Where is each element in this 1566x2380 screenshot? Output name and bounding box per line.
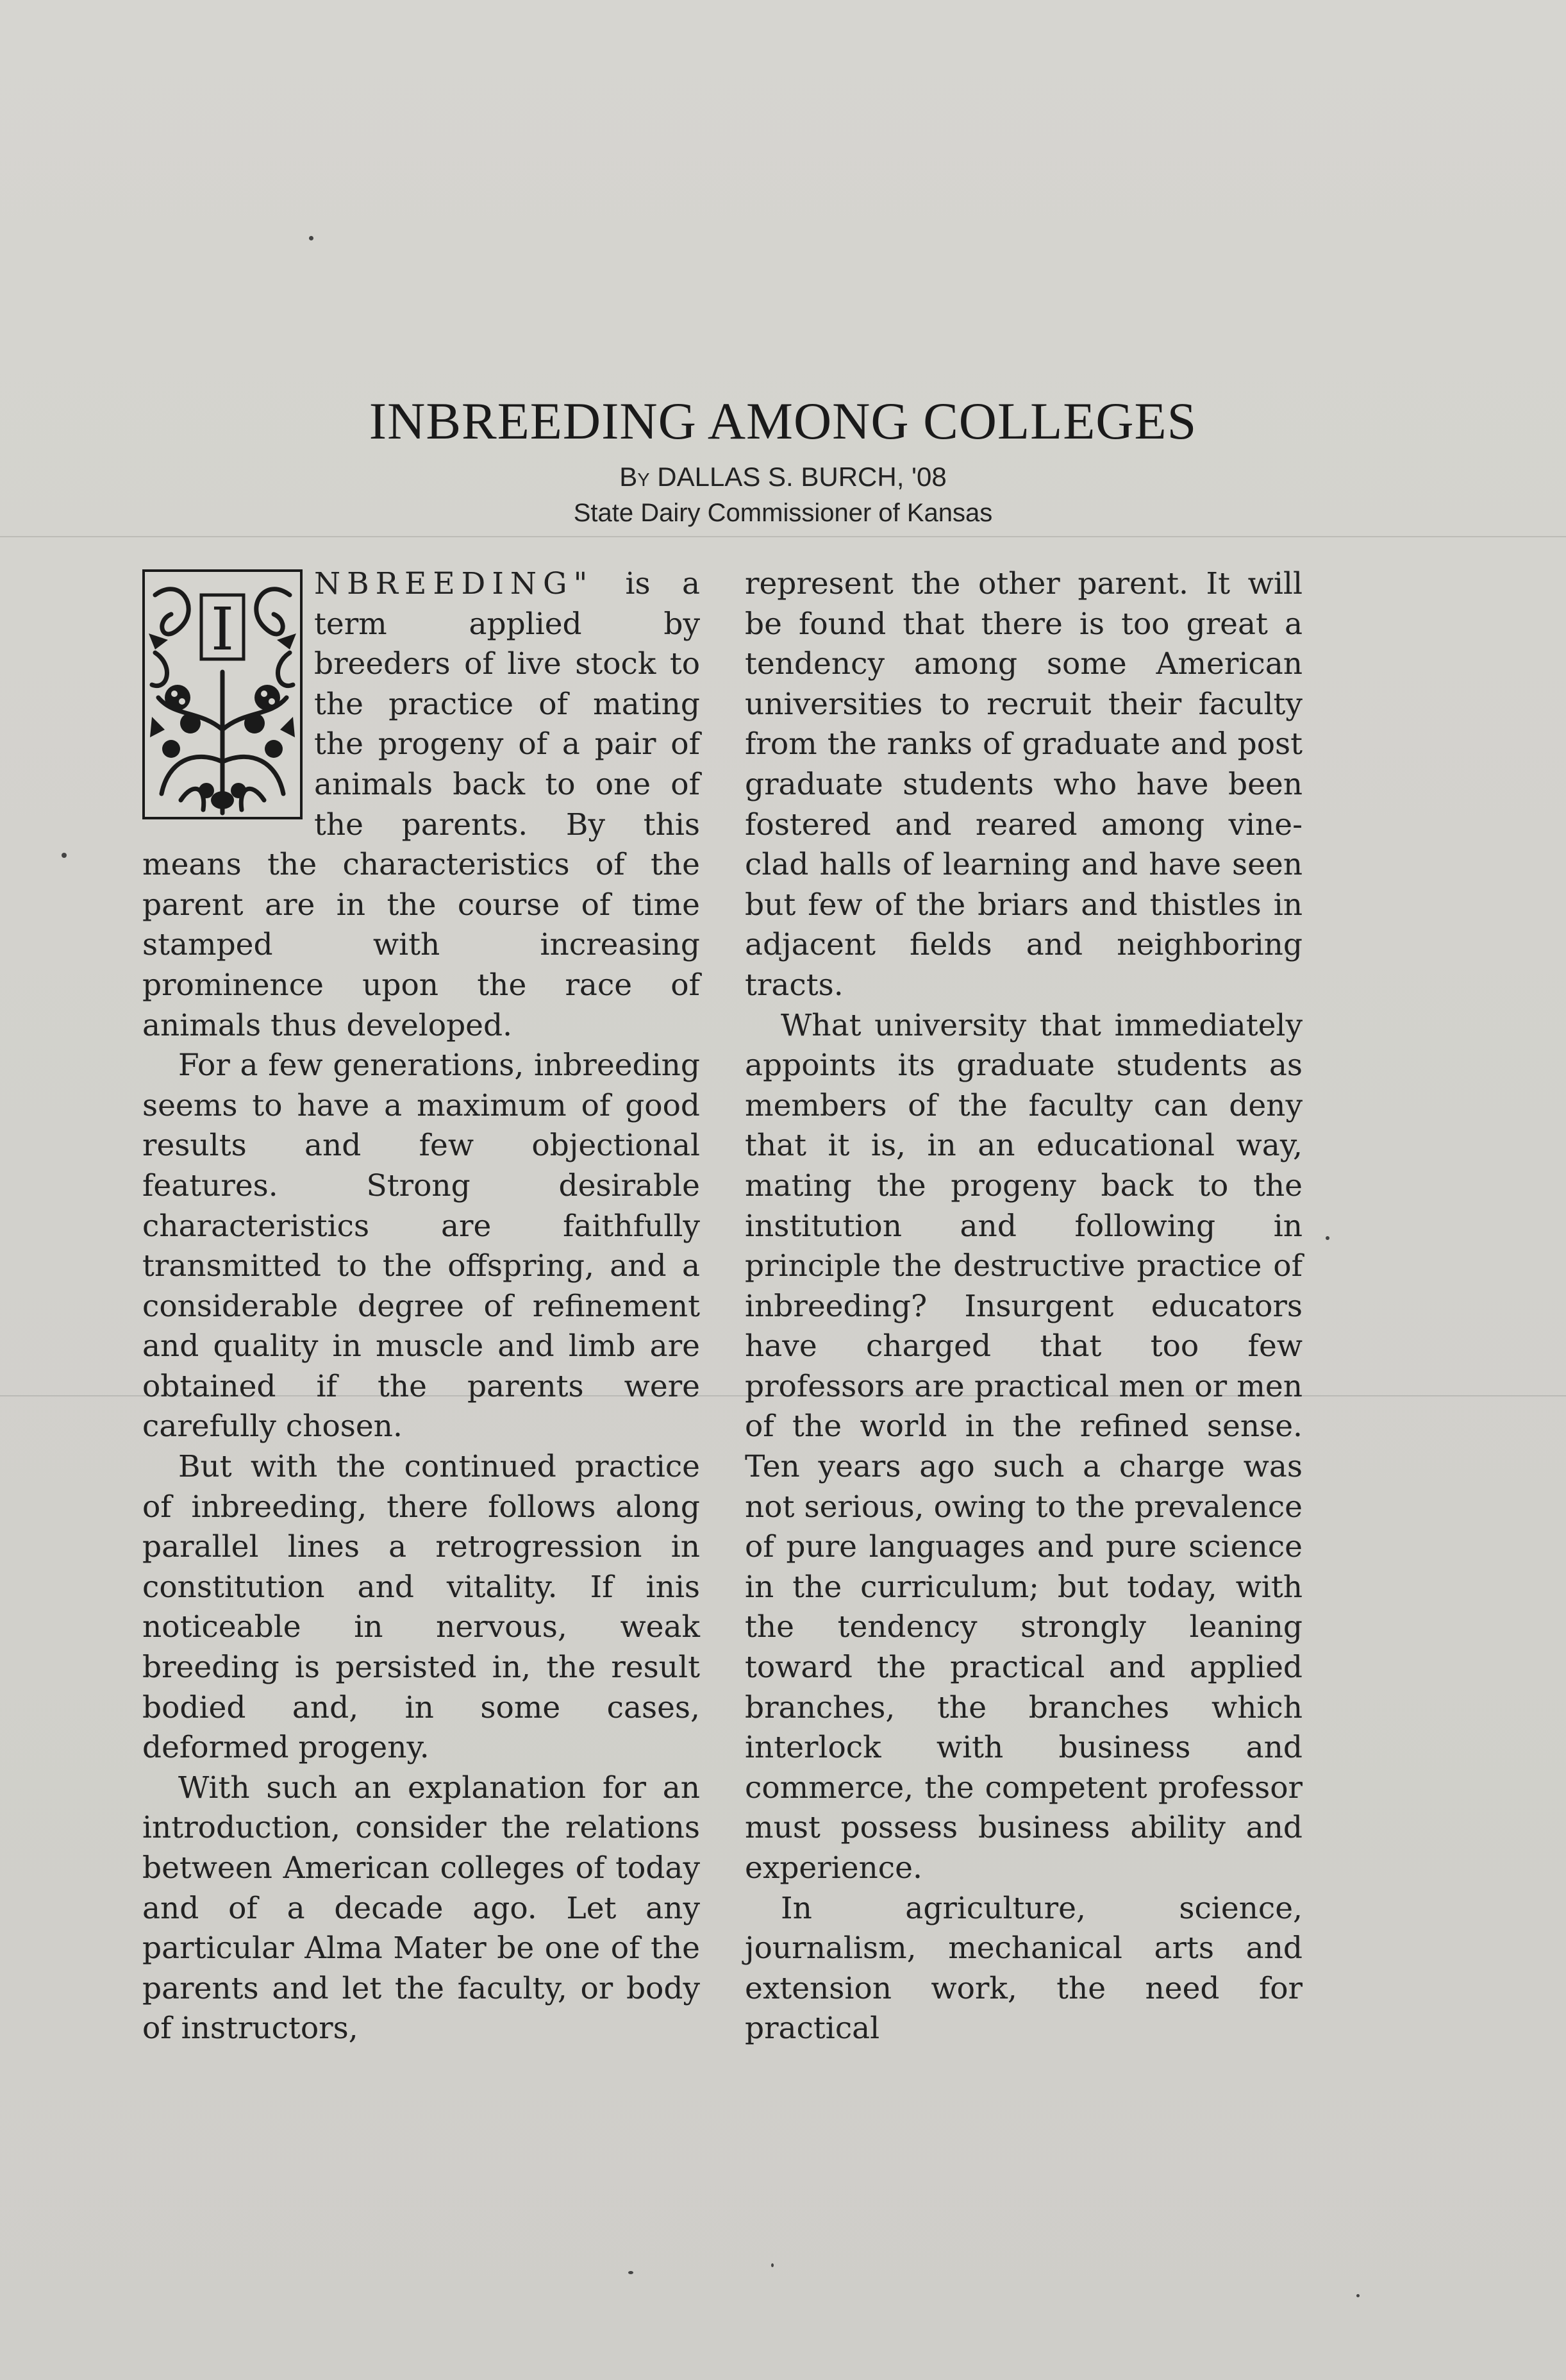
fold-line xyxy=(0,536,1566,537)
paragraph: For a few generations, inbreeding seems to have a maximum of good results and few objectional features. Strong desirable characteristics are faithfully transmitted to the offspring, and a considerable degree of refinement and quality in muscle and limb are obtained if the parents were carefully chosen. xyxy=(142,1048,700,1445)
paper-speck xyxy=(1326,1236,1329,1240)
right-column xyxy=(745,564,1303,2049)
paragraph-text: is a term applied by breeders of live stock to the practice of mating the progeny of a pair of animals back to one of the parents. By this means the characteristics of the parent are in the course of time stamped with increasing prominence upon the race of animals thus developed. xyxy=(142,566,700,1043)
paper-speck xyxy=(771,2263,774,2267)
ornamental-drop-cap xyxy=(142,569,303,819)
paper-speck xyxy=(62,853,67,858)
left-column xyxy=(142,564,700,2049)
paper-speck xyxy=(1356,2294,1360,2297)
paragraph: But with the continued practice of inbreeding, there follows along parallel lines a retrogression in constitution and vitality. If inis noticeable in nervous, weak breeding is persisted in, the result bodied and, in some cases, deformed progeny. xyxy=(142,1449,700,1766)
author-affiliation: State Dairy Commissioner of Kansas xyxy=(573,499,993,527)
paragraph: represent the other parent. It will be found that there is too great a tendency among some American universities to recruit their faculty from the ranks of graduate and post graduate students who have been fostered and reared among vine-clad halls of learning and have seen but few of the briars and thistles in adjacent fields and neighboring tracts. xyxy=(745,566,1303,1003)
article-title: INBREEDING AMONG COLLEGES xyxy=(369,392,1197,450)
author-name: DALLAS S. BURCH, '08 xyxy=(657,462,947,492)
paragraph: In agriculture, science, journalism, mechanical arts and extension work, the need for practical xyxy=(745,1890,1303,2047)
article-byline xyxy=(0,462,1566,492)
byline-prefix: By xyxy=(619,462,650,492)
first-word: NBREEDING" xyxy=(314,566,594,601)
paragraph: With such an explanation for an introduction, consider the relations between American colleges of today and of a decade ago. Let any particular Alma Mater be one of the parents and let the faculty, or body of instructors, xyxy=(142,1770,700,2047)
drop-cap-letter: I xyxy=(210,595,235,664)
paragraph: What university that immediately appoints its graduate students as members of the faculty can deny that it is, in an educational way, mating the progeny back to the institution and following in principle the destructive practice of inbreeding? Insurgent educators have charged that too few professors are practical men or men of the world in the refined sense. Ten years ago such a charge was not serious, owing to the prevalence of pure languages and pure science in the curriculum; but today, with the tendency strongly leaning toward the practical and applied branches, the branches which interlock with business and commerce, the competent professor must possess business ability and experience. xyxy=(745,1007,1303,1886)
paper-speck xyxy=(628,2271,633,2274)
paper-speck xyxy=(309,236,313,240)
